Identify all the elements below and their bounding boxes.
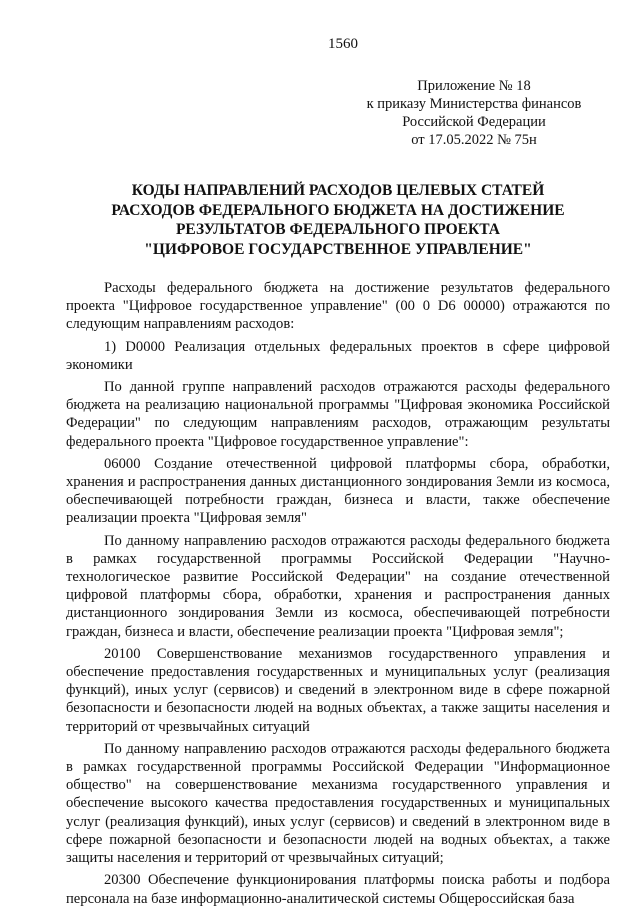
appendix-line: Приложение № 18 [417,78,531,94]
paragraph: 20100 Совершенствование механизмов государственного управления и обеспечение предоставления государственных и муниципальных услуг (реализация функций), иных услуг (сервисов) и сведений в электронном виде в сфере пожарной безопасности и безопасности людей на водных объектах, а также защиты населения и территорий от чрезвычайных ситуаций [66,645,610,735]
title-line: "ЦИФРОВОЕ ГОСУДАРСТВЕННОЕ УПРАВЛЕНИЕ" [144,240,532,258]
paragraph: По данному направлению расходов отражаются расходы федерального бюджета в рамках государственной программы Российской Федерации "Научно-технологическое развитие Российской Федерации" на создание отечественной цифровой платформы сбора, обработки, хранения и распространения данных дистанционного зондирования Земли из космоса, обеспечивающей потребности граждан, бизнеса и власти, обеспечение реализации проекта "Цифровая земля"; [66,532,610,640]
title-line: РЕЗУЛЬТАТОВ ФЕДЕРАЛЬНОГО ПРОЕКТА [175,221,501,238]
title-line: КОДЫ НАПРАВЛЕНИЙ РАСХОДОВ ЦЕЛЕВЫХ СТАТЕЙ [131,182,545,199]
document-title [66,181,610,259]
page-number: 1560 [328,36,358,52]
appendix-block [354,77,594,149]
paragraph: Расходы федерального бюджета на достижение результатов федерального проекта "Цифровое государственное управление" (00 0 D6 00000) отражаются по следующим направлениям расходов: [66,280,610,333]
paragraph: По данной группе направлений расходов отражаются расходы федерального бюджета на реализацию национальной программы "Цифровая экономика Российской Федерации" по следующим направлениям расходов, отражающим результаты федерального проекта "Цифровое государственное управление": [66,379,610,450]
paragraph: 20300 Обеспечение функционирования платформы поиска работы и подбора персонала на базе информационно-аналитической системы Общероссийская база [66,872,610,907]
appendix-line: к приказу Министерства финансов [366,96,582,112]
paragraph: 1) D0000 Реализация отдельных федеральных проектов в сфере цифровой экономики [66,338,610,373]
appendix-line: от 17.05.2022 № 75н [411,132,537,148]
appendix-line: Российской Федерации [402,114,546,130]
document-body [66,279,610,908]
paragraph: 06000 Создание отечественной цифровой платформы сбора, обработки, хранения и распространения данных дистанционного зондирования Земли из космоса, обеспечивающей потребности граждан, бизнеса и власти, также обеспечение реализации проекта "Цифровая земля" [66,455,610,527]
paragraph: По данному направлению расходов отражаются расходы федерального бюджета в рамках государственной программы Российской Федерации "Информационное общество" на совершенствование механизма государственного управления и обеспечение высокого качества предоставления государственных и муниципальных услуг (реализация функций), иных услуг (сервисов) и сведений в электронном виде в сфере пожарной безопасности и безопасности людей на водных объектах, а также защиты населения и территорий от чрезвычайных ситуаций; [66,740,610,867]
title-line: РАСХОДОВ ФЕДЕРАЛЬНОГО БЮДЖЕТА НА ДОСТИЖЕНИЕ [111,201,565,219]
